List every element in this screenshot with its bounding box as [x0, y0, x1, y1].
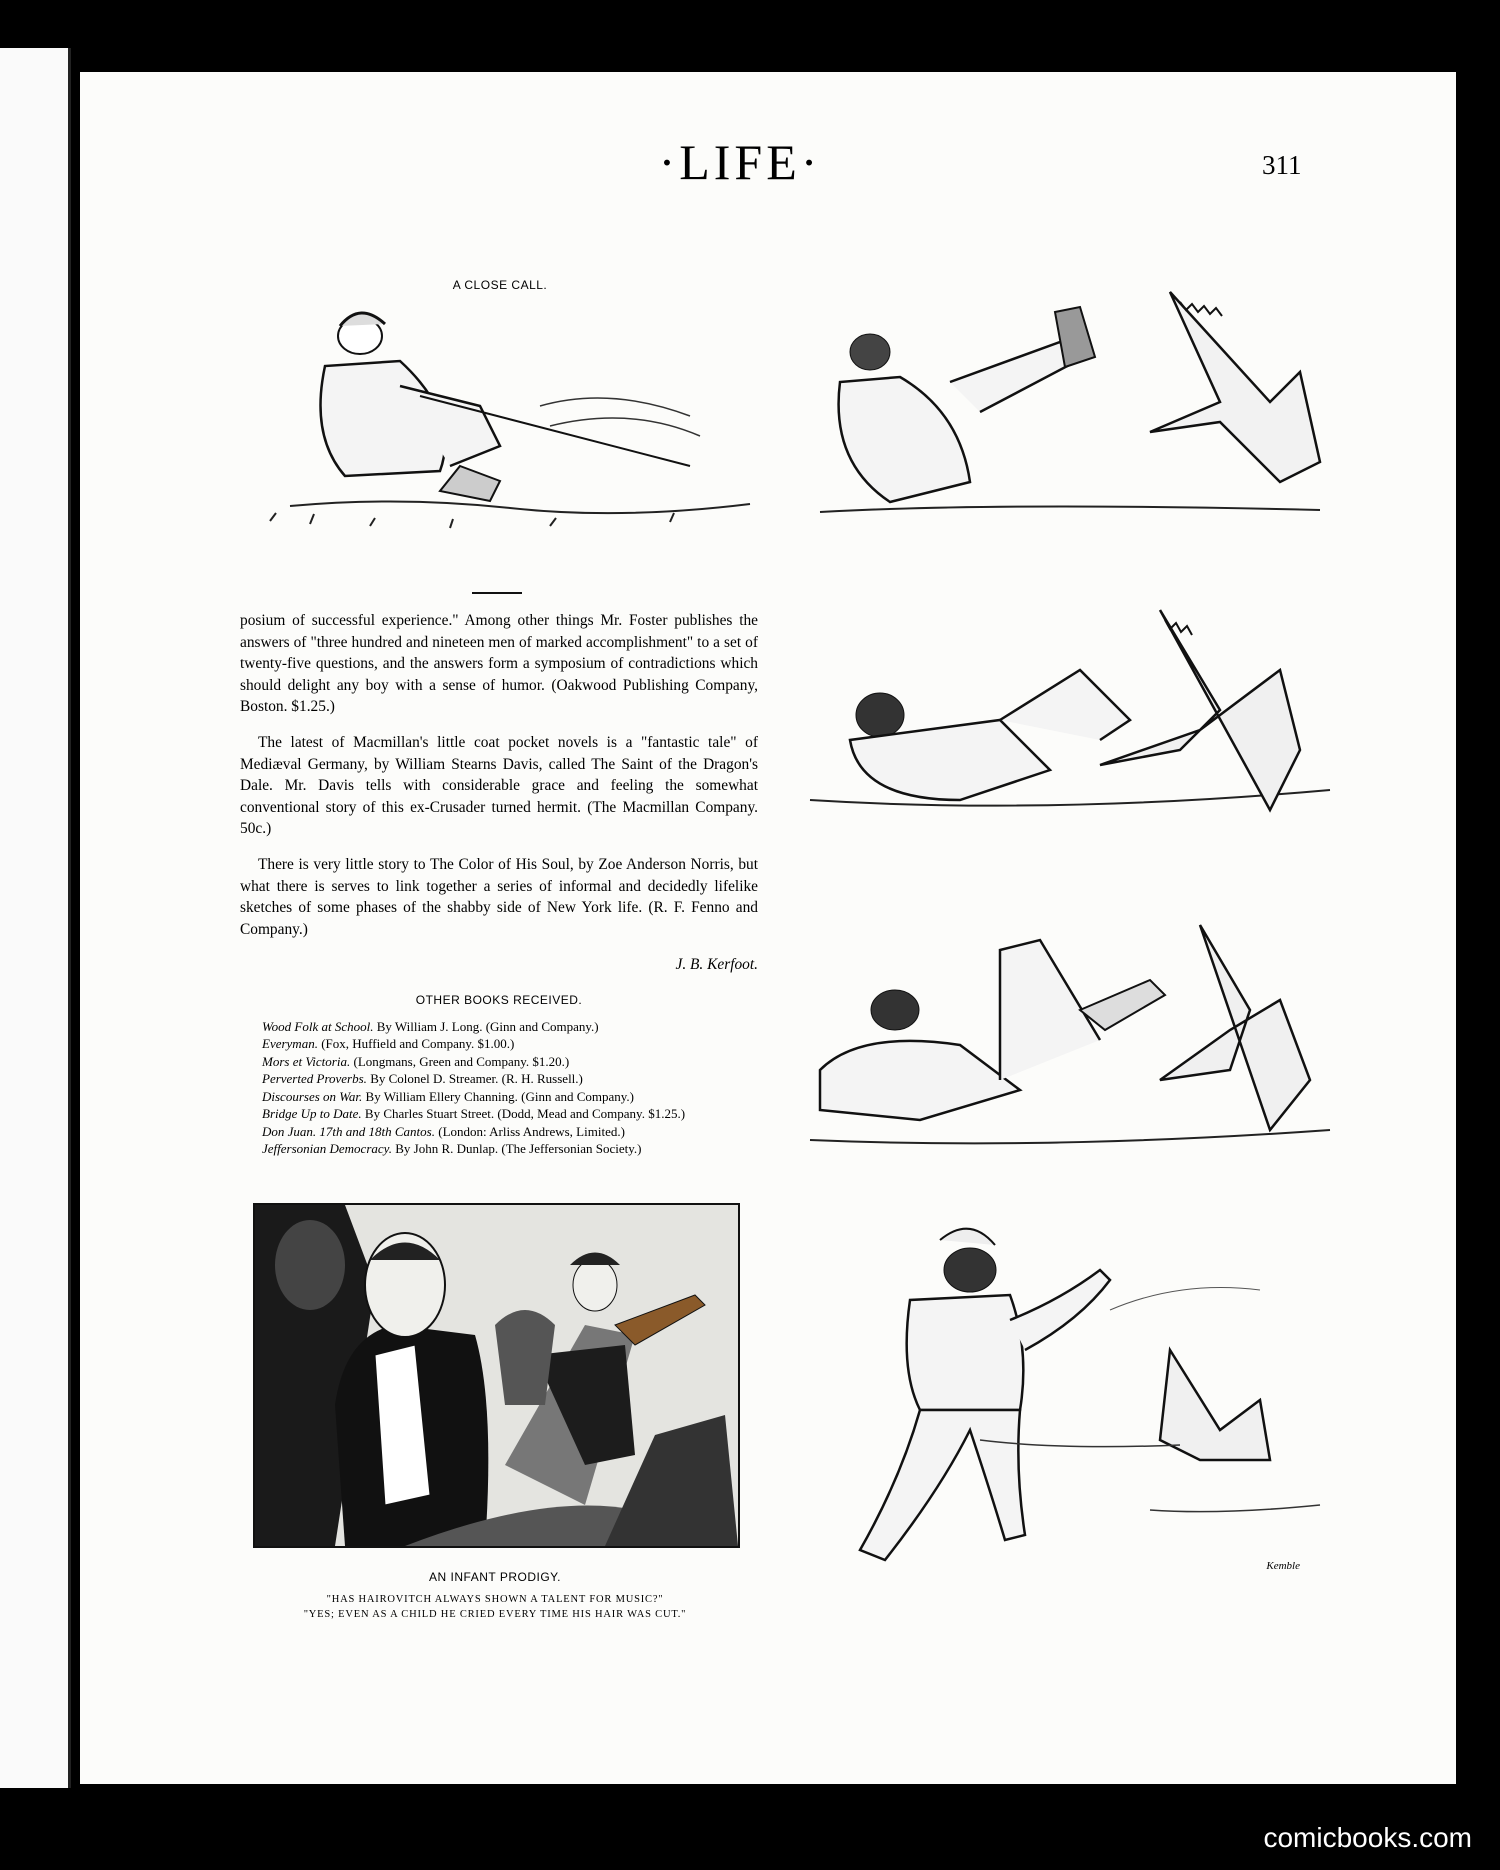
book-title: Mors et Victoria.: [262, 1053, 351, 1069]
prodigy-question: "HAS HAIROVITCH ALWAYS SHOWN A TALENT FOR MUSIC?": [326, 1594, 664, 1605]
prodigy-illustration: [255, 1205, 738, 1546]
prodigy-answer: "YES; EVEN AS A CHILD HE CRIED EVERY TIME HIS HAIR WAS CUT.": [303, 1609, 687, 1620]
panel-4-illustration: [800, 920, 1340, 1180]
section-divider: [472, 592, 522, 594]
prodigy-caption: [250, 1570, 740, 1622]
book-title: Wood Folk at School.: [262, 1018, 374, 1034]
book-entry: [240, 1018, 758, 1036]
book-details: (Fox, Huffield and Company. $1.00.): [317, 1036, 515, 1051]
masthead: ·LIFE·: [658, 134, 822, 190]
review-paragraph-1: posium of successful experience." Among other things Mr. Foster publishes the answers of "three hundred and nineteen men of marked accomplishment" to a set of twenty-five questions, and the answers form a symposium of contradictions which should delight any boy with a sense of humor. (Oakwood Publishing Company, Boston. $1.25.): [240, 612, 758, 716]
prodigy-title: AN INFANT PRODIGY.: [429, 1570, 561, 1584]
comic-panel-1: [250, 296, 760, 556]
other-books-list: [240, 1018, 758, 1158]
panel-1-illustration: [250, 296, 760, 556]
book-entry: [240, 1105, 758, 1123]
book-details: By William J. Long. (Ginn and Company.): [373, 1018, 599, 1034]
page-number: 311: [1262, 150, 1302, 180]
review-paragraph-3: There is very little story to The Color of His Soul, by Zoe Anderson Norris, but what there is serves to link together a series of informal and decidedly lifelike sketches of some phases of the shabby side of New York life. (R. F. Fenno and Company.): [240, 855, 758, 938]
book-review-column: [240, 610, 758, 1158]
book-details: By William Ellery Channing. (Ginn and Company.): [362, 1088, 634, 1104]
comic-panel-4: [800, 920, 1340, 1180]
book-entry: [240, 1035, 758, 1053]
book-details: (Longmans, Green and Company. $1.20.): [350, 1053, 570, 1069]
book-title: Jeffersonian Democracy.: [262, 1141, 392, 1156]
book-title: Everyman.: [262, 1036, 318, 1051]
book-entry: [240, 1088, 758, 1106]
book-title: Don Juan. 17th and 18th Cantos.: [262, 1123, 435, 1139]
book-title: Bridge Up to Date.: [262, 1106, 362, 1121]
book-entry: [240, 1123, 758, 1141]
infant-prodigy-cartoon: [253, 1203, 740, 1548]
book-title: Perverted Proverbs.: [262, 1071, 367, 1086]
book-entry: [240, 1070, 758, 1088]
panel-5-illustration: [800, 1210, 1340, 1600]
book-entry: [240, 1140, 758, 1158]
book-details: By Charles Stuart Street. (Dodd, Mead and Company. $1.25.): [361, 1106, 686, 1121]
left-page-edge: [0, 48, 71, 1788]
panel-3-illustration: [800, 600, 1340, 880]
book-title: Discourses on War.: [262, 1088, 363, 1104]
reviewer-signature: J. B. Kerfoot.: [675, 956, 758, 974]
panel-2-illustration: [800, 282, 1340, 562]
comic-title: A CLOSE CALL.: [452, 278, 548, 292]
book-details: By Colonel D. Streamer. (R. H. Russell.): [366, 1071, 583, 1086]
comic-panel-3: [800, 600, 1340, 880]
book-details: (London: Arliss Andrews, Limited.): [434, 1123, 625, 1139]
review-paragraph-2: The latest of Macmillan's little coat pocket novels is a "fantastic tale" of Mediæval Germany, by William Stearns Davis, called The Saint of the Dragon's Dale. Mr. Davis tells with considerable grace and feeling the somewhat conventional story of this ex-Crusader turned hermit. (The Macmillan Company. 50c.): [240, 733, 758, 838]
watermark: comicbooks.com: [1263, 1822, 1472, 1853]
other-books-heading: OTHER BOOKS RECEIVED.: [415, 992, 583, 1007]
artist-signature: Kemble: [1266, 1560, 1300, 1572]
comic-panel-5: [800, 1210, 1340, 1600]
book-details: By John R. Dunlap. (The Jeffersonian Society.): [391, 1141, 642, 1156]
comic-panel-2: [800, 282, 1340, 562]
book-entry: [240, 1053, 758, 1071]
